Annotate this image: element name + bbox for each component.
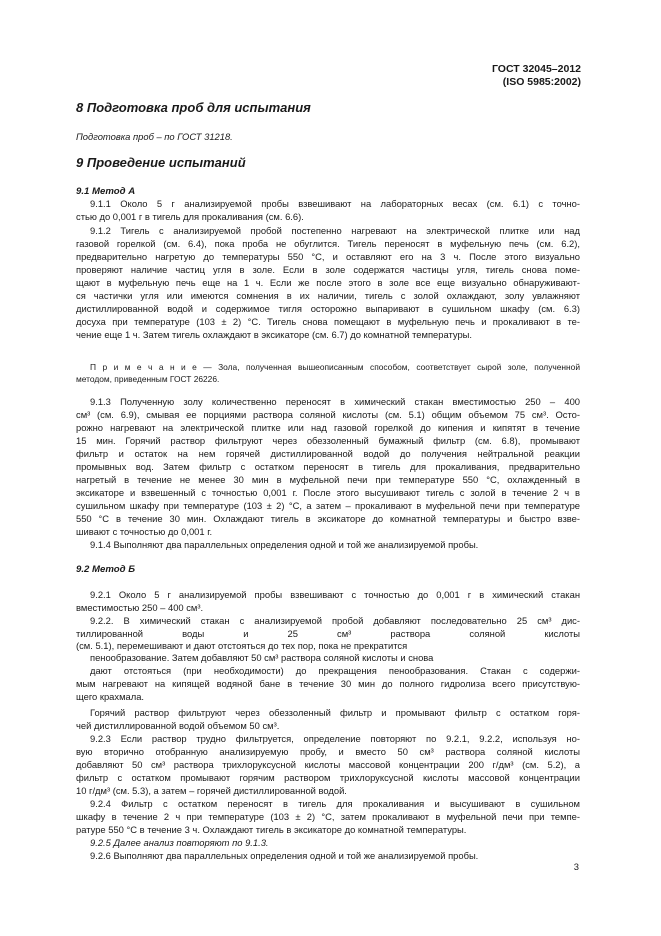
text-line-p913_5: фильтр и остаток на нем горячей дистиллированной водой до получения нейтральной реакции bbox=[76, 448, 580, 459]
text-line-p913_4: 15 мин. Горячий раствор фильтруют через обеззоленный бумажный фильтр (см. 6.8), промывают bbox=[76, 435, 580, 446]
text-line-p911_1: 9.1.1 Около 5 г анализируемой пробы взвешивают на лабораторных весах (см. 6.1) с точно- bbox=[90, 198, 580, 209]
text-line-p922_8: Горячий раствор фильтруют через обеззоленный фильтр и промывают фильтр с остатком горя- bbox=[90, 707, 580, 718]
text-line-p913_6: промывных вод. Затем фильтр с остатком переносят в тигель для прокаливания, предварительно bbox=[76, 461, 580, 472]
text-line-p922_7: щего крахмала. bbox=[76, 691, 145, 702]
text-line-p911_2: стью до 0,001 г в тигель для прокаливания (см. 6.6). bbox=[76, 211, 304, 222]
page-number: 3 bbox=[573, 861, 579, 872]
text-line-p921_2: вместимостью 250 – 400 см³. bbox=[76, 602, 204, 613]
text-line-p922_4: пенообразование. Затем добавляют 50 см³ раствора соляной кислоты и снова bbox=[90, 652, 434, 663]
text-line-p912_3: предварительно нагретую до температуры 550 °С, и оставляют его на 3 ч. После этого визуально bbox=[76, 251, 580, 262]
text-line-note_1: П р и м е ч а н и е — Зола, полученная вышеописанным способом, соответствует сырой золе, полученной bbox=[90, 362, 580, 372]
iso-reference: (ISO 5985:2002) bbox=[502, 76, 581, 88]
text-line-p912_6: ся частички угля или имеются сомнения в их наличии, тигель с золой охлаждают, золу увлажняют bbox=[76, 290, 580, 301]
text-line-p922_3: (см. 5.1), перемешивают и дают отстояться до тех пор, пока не прекратится bbox=[76, 640, 408, 651]
text-line-p923_2: вую вторично отобранную анализируемую пробу, и вместо 50 см³ раствора соляной кислоты bbox=[76, 746, 580, 757]
text-line-p913_8: эксикаторе и взвешенный с точностью 0,001 г. После этого высушивают тигель с золой в течение 2 ч в bbox=[76, 487, 580, 498]
text-line-p921_1: 9.2.1 Около 5 г анализируемой пробы взвешивают с точностью до 0,001 г в химический стакан bbox=[90, 589, 580, 600]
text-line-s8_body: Подготовка проб – по ГОСТ 31218. bbox=[76, 131, 233, 142]
text-line-p912_2: газовой горелкой (см. 6.4), пока проба не обуглится. Тигель переносят в муфельную печь (см. 6.2), bbox=[76, 238, 580, 249]
text-line-p912_7: дистиллированной водой и содержимое тигля осторожно выпаривают в сушильном шкафу (см. 6.3) bbox=[76, 303, 580, 314]
text-line-p923_3: добавляют 50 см³ раствора трихлоруксусной кислоты массовой концентрации 200 г/дм³ (см. 5.2), а bbox=[76, 759, 580, 770]
text-line-p926: 9.2.6 Выполняют два параллельных определения одной и той же анализируемой пробы. bbox=[90, 850, 479, 861]
text-line-p922_9: чей дистиллированной водой объемом 50 см³. bbox=[76, 720, 280, 731]
text-line-p922_6: мым нагревают на кипящей водяной бане в течение 30 мин до полного гидролиза всего присутствую- bbox=[76, 678, 580, 689]
text-line-p922_5: дают отстояться (при необходимости) до прекращения пенообразования. Стакан с содержи- bbox=[90, 665, 580, 676]
text-line-p913_3: рожно нагревают на электрической плитке или над газовой горелкой до кипения и кипятят в течение bbox=[76, 422, 580, 433]
text-line-p912_4: проверяют наличие частиц угля в золе. Если в золе содержатся частицы угля, тигель снова поме- bbox=[76, 264, 580, 275]
text-line-p912_8: досуха при температуре (103 ± 2) °С. Тигель снова помещают в муфельную печь и прокаливают в те- bbox=[76, 316, 580, 327]
text-line-p912_1: 9.1.2 Тигель с анализируемой пробой постепенно нагревают на электрической плитке или над bbox=[90, 225, 580, 236]
text-line-p925: 9.2.5 Далее анализ повторяют по 9.1.3. bbox=[90, 837, 269, 848]
text-line-p924_1: 9.2.4 Фильтр с остатком переносят в тигель для прокаливания и высушивают в сушильном bbox=[90, 798, 580, 809]
text-line-p913_9: сушильном шкафу при температуре (103 ± 2) °С, а затем – прокаливают в муфельной печи при температуре bbox=[76, 500, 580, 511]
text-line-p923_5: 10 г/дм³ (см. 5.3), а затем – горячей дистиллированной водой. bbox=[76, 785, 347, 796]
text-line-p912_9: чение еще 1 ч. Затем тигель охлаждают в эксикаторе (см. 6.7) до комнатной температуры. bbox=[76, 329, 473, 340]
text-line-m92_title: 9.2 Метод Б bbox=[76, 564, 135, 575]
text-line-p913_2: см³ (см. 6.9), смывая ее порциями раствора соляной кислоты (см. 5.1) общим объемом 75 см³. Осто- bbox=[76, 409, 580, 420]
text-line-s8_title: 8 Подготовка проб для испытания bbox=[76, 100, 311, 115]
text-line-p913_1: 9.1.3 Полученную золу количественно переносят в химический стакан вместимостью 250 – 400 bbox=[90, 396, 580, 407]
text-line-p924_3: ратуре 550 °С в течение 3 ч. Охлаждают тигель в эксикаторе до комнатной температуры. bbox=[76, 824, 467, 835]
text-line-p922_2: тиллированной воды и 25 см³ раствора соляной кислоты bbox=[76, 628, 580, 639]
text-line-p924_2: шкафу в течение 2 ч при температуре (103 ± 2) °С, затем прокаливают в муфельной печи при темпе- bbox=[76, 811, 580, 822]
text-line-p914: 9.1.4 Выполняют два параллельных определения одной и той же анализируемой пробы. bbox=[90, 539, 479, 550]
text-line-p913_7: нагретый в течение не менее 30 мин в муфельной печи при температуре 550 °С, охлажденный в bbox=[76, 474, 580, 485]
text-line-m91_title: 9.1 Метод А bbox=[76, 186, 136, 197]
document-header bbox=[492, 63, 581, 89]
text-line-p922_1: 9.2.2. В химический стакан с анализируемой пробой добавляют последовательно 25 см³ дис- bbox=[90, 615, 580, 626]
text-line-p913_11: шивают с точностью до 0,001 г. bbox=[76, 526, 213, 537]
text-line-p923_4: фильтр с остатком промывают горячим раствором трихлоруксусной кислоты массовой концентрации bbox=[76, 772, 580, 783]
standard-code: ГОСТ 32045–2012 bbox=[491, 63, 581, 75]
text-line-note_2: методом, приведенным ГОСТ 26226. bbox=[76, 374, 220, 384]
text-line-s9_title: 9 Проведение испытаний bbox=[76, 155, 246, 170]
text-line-p912_5: щают в муфельную печь еще на 1 ч. Если же после этого в золе все еще визуально обнаруживают- bbox=[76, 277, 580, 288]
text-line-p923_1: 9.2.3 Если раствор трудно фильтруется, определение повторяют по 9.2.1, 9.2.2, используя но- bbox=[90, 733, 580, 744]
text-line-p913_10: 550 °С в течение 30 мин. Охлаждают тигель в эксикаторе до комнатной температуры и быстро взве- bbox=[76, 513, 580, 524]
